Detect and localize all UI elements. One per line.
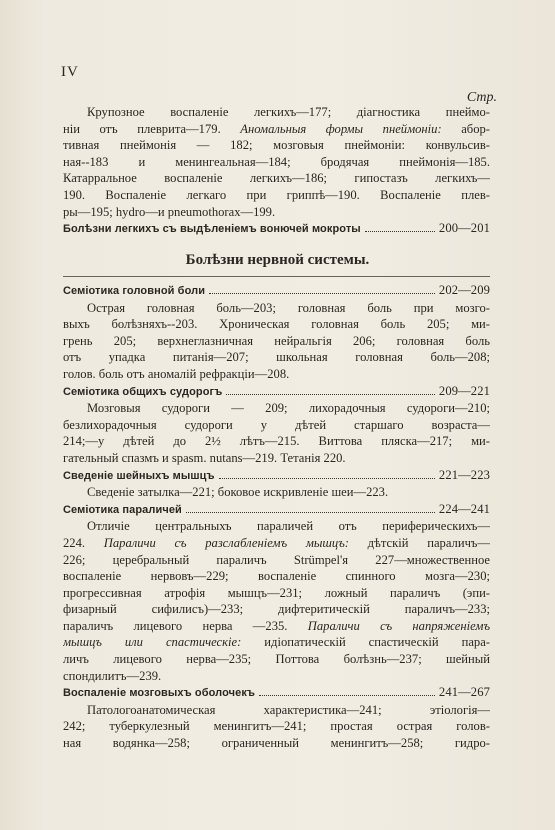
text-line: Патологоанатомическая характеристика—241; этіологія— [87,702,490,717]
text-line: 242; туберкулезный менингитъ—241; простая острая голов- [63,719,490,734]
section-rule [63,276,490,277]
toc-heading [63,684,490,702]
page-number: IV [61,64,79,80]
italic-phrase: Параличи съ напряженіемъ [307,618,490,633]
text-line: Мозговыя судороги — 209; лихорадочныя судороги—210; [87,401,490,416]
toc-heading-title: Болѣзни легкихъ съ выдѣленіемъ вонючей мокроты [63,223,361,236]
italic-phrase: Параличи съ разслабленіемъ мышцъ: [103,535,349,550]
text-line: ніи отъ плеврита—179. Аномальныя формы пнеймоніи: абор- [63,121,490,136]
italic-phrase: мышцъ или спастическіе: [63,635,242,650]
text-line: Катарральное воспаленіе легкихъ—186; гипостазъ легкихъ— [63,171,490,186]
text-line: ры—195; hydro—и pneumothorax—199. [63,204,276,219]
toc-heading-title: Семіотика общихъ судорогъ [63,385,223,398]
toc-heading-title: Семіотика параличей [63,503,182,516]
toc-heading-title: Сведеніе шейныхъ мышцъ [63,469,215,482]
toc-heading [63,501,490,519]
text-line: спондилитъ—239. [63,668,162,683]
text-line: 190. Воспаленіе легкаго при гриппѣ—190. Воспаленіе плев- [63,187,490,202]
text-line: гательный спазмъ и spasm. nutans—219. Тетанія 220. [63,450,346,465]
text-line: параличъ лицевого нерва —235. Параличи съ напряженіемъ [63,618,490,633]
toc-heading [63,467,490,485]
toc-heading [63,383,490,401]
text-line: 214;—у дѣтей до 2½ лѣтъ—215. Виттова пляска—217; ми- [63,434,490,449]
text-line: голов. боль отъ аномалій рефракціи—208. [63,366,290,381]
toc-heading-pages: 221—223 [438,467,490,482]
section-title: Болѣзни нервной системы. [185,252,370,268]
text-line: физарный сифилисъ)—233; дифтеритическій параличъ—233; [63,602,490,617]
text-line: тивная пнеймонія — 182; мозговыя пнеймоніи: конвульсив- [63,138,490,153]
text-line: Острая головная боль—203; головная боль при мозго- [87,300,490,315]
toc-heading-pages: 200—201 [438,221,490,236]
text-line: 224. Параличи съ разслабленіемъ мышцъ: дѣтскій параличъ— [63,535,490,550]
text-line: выхъ болѣзняхъ--203. Хроническая головная боль 205; ми- [63,317,490,332]
italic-phrase: Аномальныя формы пнеймоніи: [240,121,442,136]
text-line: ная--183 и менингеальная—184; бродячая пнеймонія—185. [63,154,490,169]
toc-heading-pages: 241—267 [438,685,490,700]
text-line: грень 205; верхнеглазничная нейральгія 206; головная боль [63,333,490,348]
toc-heading [63,282,490,300]
leader-dots [365,231,435,232]
leader-dots [186,512,435,513]
leader-dots [219,478,435,479]
text-line: Отличіе центральныхъ параличей отъ периферическихъ— [87,519,490,534]
text-line: 226; церебральный параличъ Strümpel'я 227—множественное [63,552,490,567]
leader-dots [209,293,435,294]
text-line: прогрессивная атрофія мышцъ—231; ложный параличъ (эпи- [63,585,490,600]
toc-heading [63,220,490,238]
toc-heading-pages: 224—241 [438,501,490,516]
text-line: личъ лицевого нерва—235; Поттова болѣзнь—237; шейный [63,652,490,667]
toc-heading-title: Воспаленіе мозговыхъ оболочекъ [63,687,256,700]
leader-dots [259,695,435,696]
text-line: безлихорадочныя судороги у дѣтей старшаго возраста— [63,417,490,432]
toc-heading-title: Семіотика головной боли [63,285,206,297]
text-line: отъ упадка питанія—207; школьная головная боль—208; [63,350,490,365]
toc-heading-pages: 202—209 [438,283,490,297]
intro-paragraph [63,104,490,238]
leader-dots [226,394,435,395]
text-line: мышцъ или спастическіе: идіопатическій спастическій пара- [63,635,490,650]
toc-heading-pages: 209—221 [438,383,490,398]
page-column-label: Стр. [466,90,497,105]
text-line: Крупозное воспаленіе легкихъ—177; діагностика пнеймо- [87,105,490,119]
text-line: ная водянка—258; ограниченный менингитъ—258; гидро- [63,736,490,751]
text-line: воспаленіе нервовъ—229; воспаленіе спинного мозга—230; [63,569,490,584]
toc-entries [63,282,490,752]
text-line: Сведеніе затылка—221; боковое искривленіе шеи—223. [87,485,389,500]
